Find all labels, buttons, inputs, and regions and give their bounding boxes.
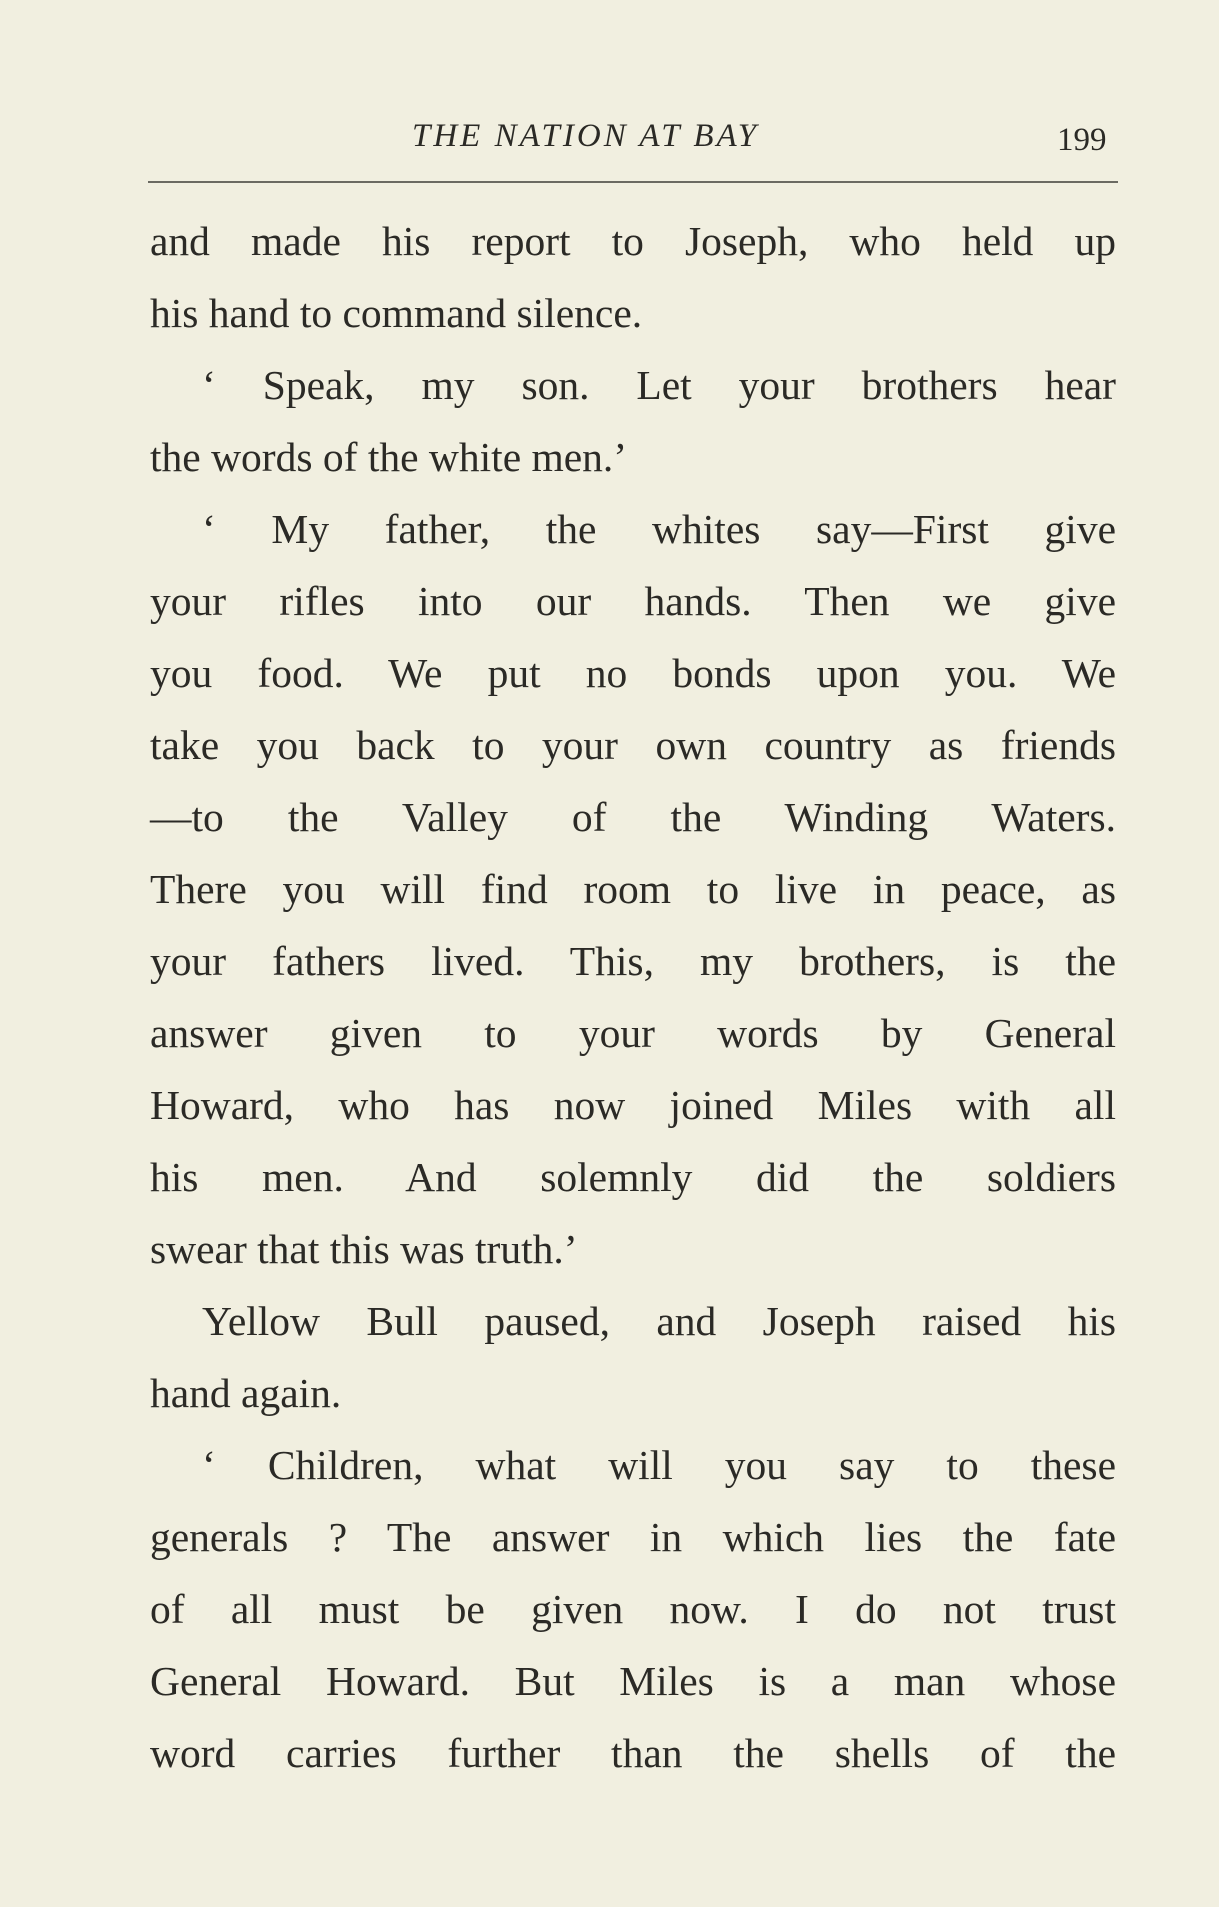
text-line: swear that this was truth.’: [150, 1226, 578, 1272]
text-line: General Howard. But Miles is a man whose: [150, 1658, 1116, 1704]
running-head: [0, 118, 1219, 168]
text-line: generals ? The answer in which lies the fate: [150, 1514, 1116, 1560]
text-line: your rifles into our hands. Then we give: [150, 578, 1116, 624]
text-line: the words of the white men.’: [150, 434, 628, 480]
text-line: word carries further than the shells of the: [150, 1730, 1116, 1776]
running-title: THE NATION AT BAY: [412, 118, 760, 154]
text-line: answer given to your words by General: [150, 1010, 1116, 1056]
text-line: —to the Valley of the Winding Waters.: [150, 794, 1116, 840]
text-line: Yellow Bull paused, and Joseph raised his: [202, 1298, 1116, 1344]
text-line: and made his report to Joseph, who held up: [150, 218, 1116, 264]
text-line: ‘ My father, the whites say—First give: [202, 506, 1116, 552]
text-line: There you will find room to live in peace, as: [150, 866, 1116, 912]
text-line: ‘ Children, what will you say to these: [202, 1442, 1116, 1488]
text-line: his hand to command silence.: [150, 290, 643, 336]
text-line: of all must be given now. I do not trust: [150, 1586, 1116, 1632]
page-number: 199: [1057, 122, 1107, 158]
text-line: take you back to your own country as friends: [150, 722, 1116, 768]
text-line: hand again.: [150, 1370, 342, 1416]
text-line: ‘ Speak, my son. Let your brothers hear: [202, 362, 1116, 408]
text-line: you food. We put no bonds upon you. We: [150, 650, 1116, 696]
text-line: his men. And solemnly did the soldiers: [150, 1154, 1116, 1200]
body-text: [150, 205, 1116, 1789]
header-rule: [148, 181, 1118, 183]
text-line: Howard, who has now joined Miles with all: [150, 1082, 1116, 1128]
text-line: your fathers lived. This, my brothers, is the: [150, 938, 1116, 984]
